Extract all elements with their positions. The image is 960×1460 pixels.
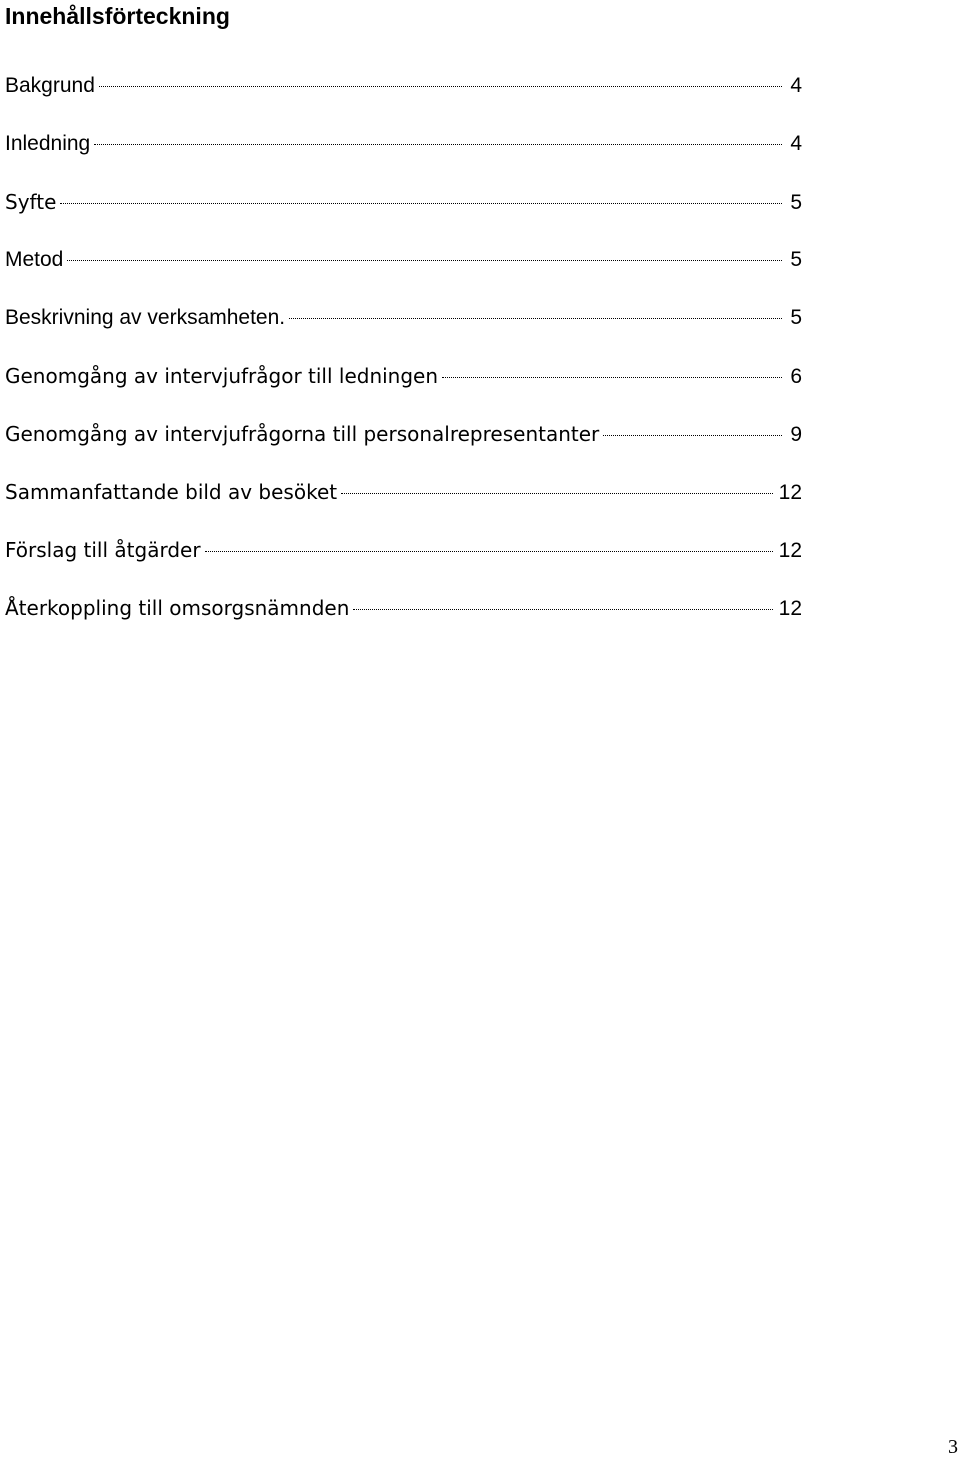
toc-entry-title: Förslag till åtgärder xyxy=(5,538,201,562)
toc-leader-dots xyxy=(94,144,782,145)
toc-entry-bakgrund[interactable] xyxy=(5,71,802,101)
toc-entry-page: 9 xyxy=(790,423,802,446)
toc-entry-page: 12 xyxy=(778,481,802,504)
toc-entry-title: Inledning xyxy=(5,132,91,155)
toc-entry-page: 4 xyxy=(790,132,802,155)
toc-entry-sammanfattande[interactable] xyxy=(5,477,802,507)
toc-entry-page: 12 xyxy=(778,597,802,620)
toc-entry-page: 6 xyxy=(790,365,802,388)
toc-leader-dots xyxy=(442,377,782,378)
toc-entry-metod[interactable] xyxy=(5,245,802,275)
toc-leader-dots xyxy=(341,493,773,494)
page-number: 3 xyxy=(948,1436,958,1458)
toc-leader-dots xyxy=(205,551,773,552)
toc-entry-title: Sammanfattande bild av besöket xyxy=(5,480,338,504)
toc-entry-beskrivning[interactable] xyxy=(5,303,802,333)
toc-leader-dots xyxy=(353,609,772,610)
toc-entry-intervju-ledning[interactable] xyxy=(5,361,802,391)
toc-entry-aterkoppling[interactable] xyxy=(5,593,802,623)
toc-leader-dots xyxy=(99,86,782,87)
toc-entry-title: Bakgrund xyxy=(5,74,95,97)
toc-entry-title: Beskrivning av verksamheten. xyxy=(5,306,286,329)
toc-entry-title: Återkoppling till omsorgsnämnden xyxy=(5,596,350,620)
toc-leader-dots xyxy=(60,203,782,204)
toc-leader-dots xyxy=(67,260,782,261)
toc-entry-page: 5 xyxy=(790,191,802,214)
toc-entry-page: 12 xyxy=(778,539,802,562)
toc-entry-page: 5 xyxy=(790,306,802,329)
toc-entry-title: Genomgång av intervjufrågorna till personalrepresentanter xyxy=(5,422,600,446)
toc-title: Innehållsförteckning xyxy=(5,3,230,29)
toc-entry-forslag[interactable] xyxy=(5,535,802,565)
toc-entry-page: 4 xyxy=(790,74,802,97)
toc-entry-page: 5 xyxy=(790,248,802,271)
toc-entry-syfte[interactable] xyxy=(5,187,802,217)
toc-entry-title: Genomgång av intervjufrågor till ledningen xyxy=(5,364,439,388)
toc-entry-inledning[interactable] xyxy=(5,129,802,159)
toc-leader-dots xyxy=(289,318,782,319)
toc-leader-dots xyxy=(603,435,782,436)
toc-entry-title: Metod xyxy=(5,248,64,271)
toc-entry-title: Syfte xyxy=(5,190,57,214)
toc-entry-intervju-personal[interactable] xyxy=(5,419,802,449)
